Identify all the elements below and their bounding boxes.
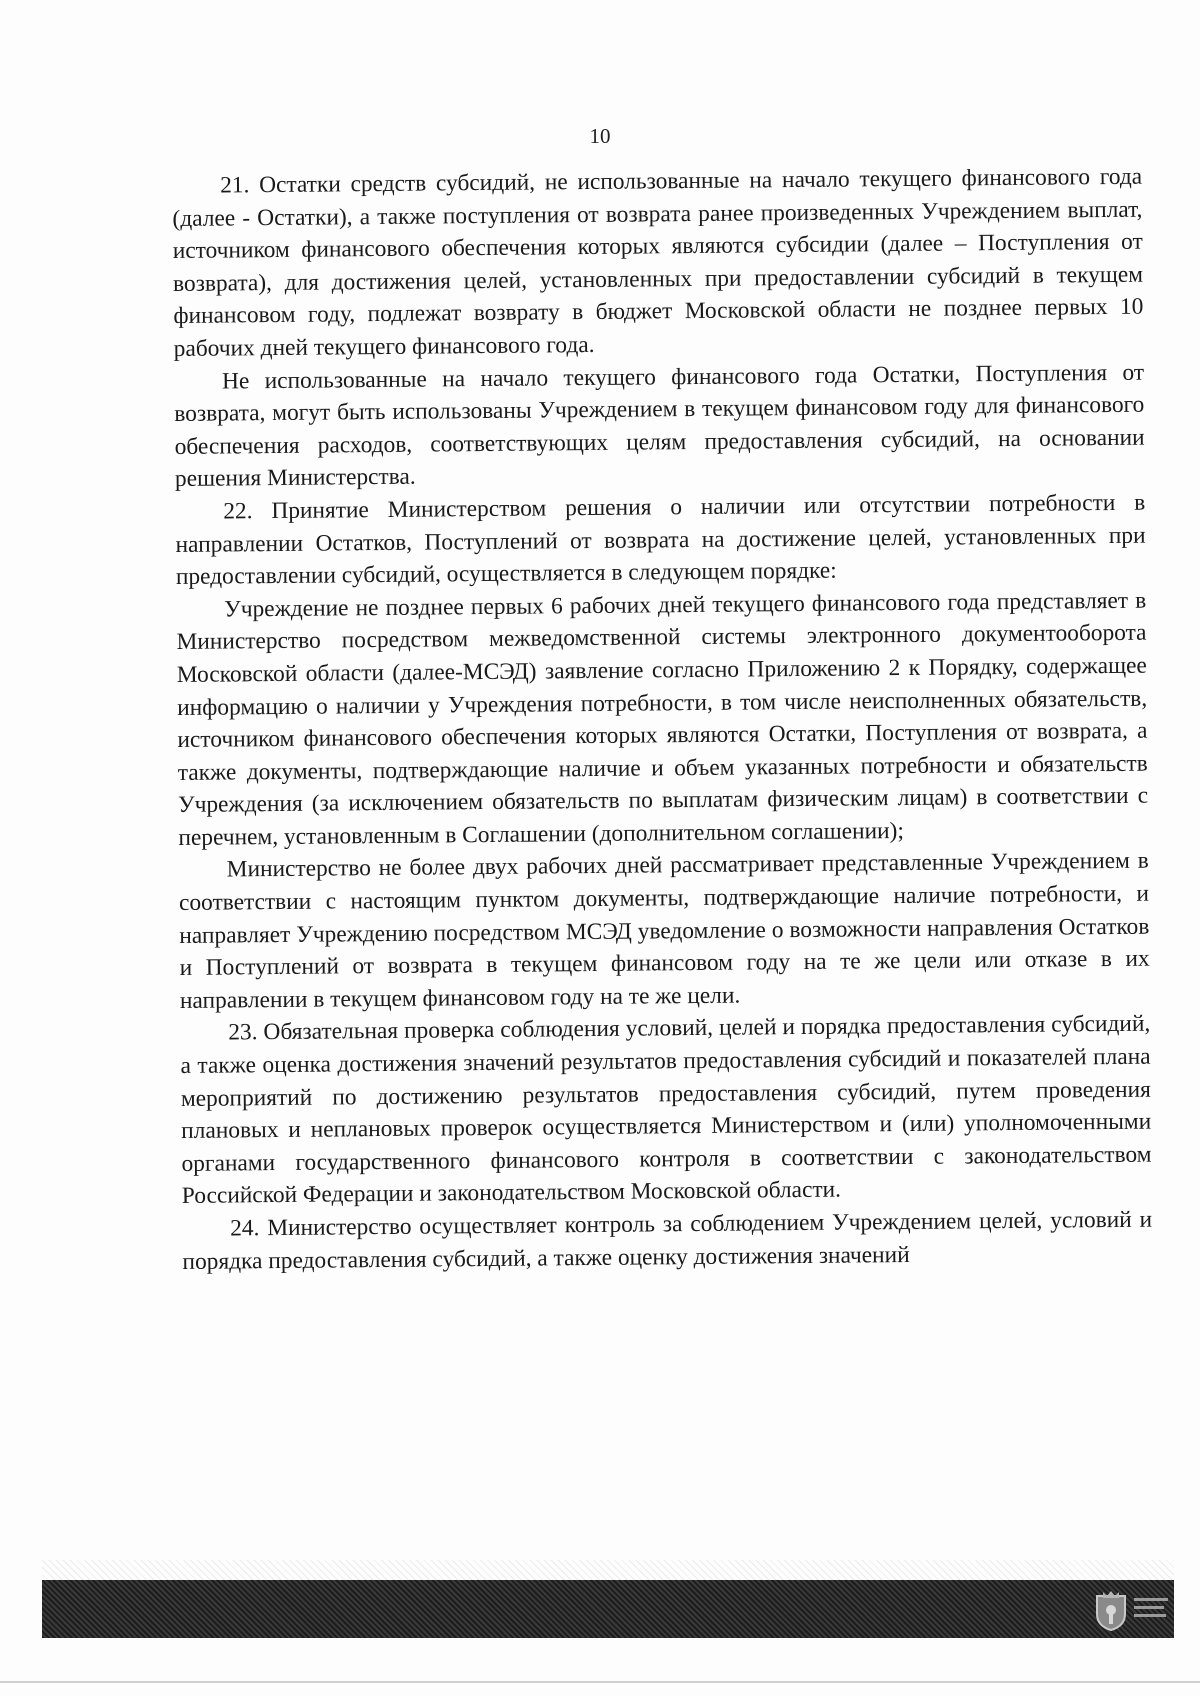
paragraph-21: 21. Остатки средств субсидий, не использованные на начало текущего финансового года (далее - Остатки), а также поступления от возврата ранее произведенных Учреждением выплат, источником финансового обеспечения которых являются субсидии (далее – Поступления от возврата), для достижения целей, установленных при предоставлении субсидий в текущем финансовом году, подлежат возврату в бюджет Московской области не позднее первых 10 рабочих дней текущего финансового года.: [172, 163, 1144, 362]
stamp-caption: [1134, 1598, 1168, 1622]
paragraph-21-continuation: Не использованные на начало текущего финансового года Остатки, Поступления от возврата, могут быть использованы Учреждением в текущем финансовом году для финансового обеспечения расходов, соответствующих целям предоставления субсидий, на основании решения Министерства.: [174, 359, 1145, 493]
scan-footer-bar: [42, 1580, 1174, 1638]
document-body: [172, 161, 1153, 1278]
moscow-region-emblem-icon: [1093, 1590, 1129, 1632]
scan-shadow: [42, 1560, 1174, 1582]
paragraph-23: 23. Обязательная проверка соблюдения условий, целей и порядка предоставления субсидий, а также оценка достижения значений результатов предоставления субсидий и показателей плана мероприятий по достижению результатов предоставления субсидий, путем проведения плановых и неплановых проверок осуществляется Министерством и (или) уполномоченными органами государственного финансового контроля в соответствии с законодательством Российской Федерации и законодательством Московской области.: [180, 1011, 1152, 1210]
paragraph-22: 22. Принятие Министерством решения о наличии или отсутствии потребности в направлении Остатков, Поступлений от возврата на достижение целей, установленных при предоставлении субсидий, осуществляется в следующем порядке:: [175, 489, 1146, 591]
page-number: 10: [589, 124, 611, 148]
page-bottom-edge: [0, 1681, 1200, 1683]
paragraph-22-step-review: Министерство не более двух рабочих дней рассматривает представленные Учреждением в соответствии с настоящим пунктом документы, подтверждающие наличие потребности, и направляет Учреждению посредством МСЭД уведомление о возможности направления Остатков и Поступлений от возврата в текущем финансовом году на те же цели или отказе в их направлении в текущем финансовом году на те же цели.: [178, 848, 1150, 1014]
paragraph-22-step-application: Учреждение не позднее первых 6 рабочих дней текущего финансового года представляет в Министерство посредством межведомственной системы электронного документооборота Московской области (далее-МСЭД) заявление согласно Приложению 2 к Порядку, содержащее информацию о наличии у Учреждения потребности, в том числе неисполненных обязательств, источником финансового обеспечения которых являются Остатки, Поступления от возврата, а также документы, подтверждающие наличие и объем указанных потребности и обязательств Учреждения (за исключением обязательств по выплатам физическим лицам) в соответствии с перечнем, установленным в Соглашении (дополнительном соглашении);: [176, 587, 1149, 851]
paragraph-24: 24. Министерство осуществляет контроль за соблюдением Учреждением целей, условий и порядка предоставления субсидий, а также оценку достижения значений: [182, 1206, 1153, 1275]
